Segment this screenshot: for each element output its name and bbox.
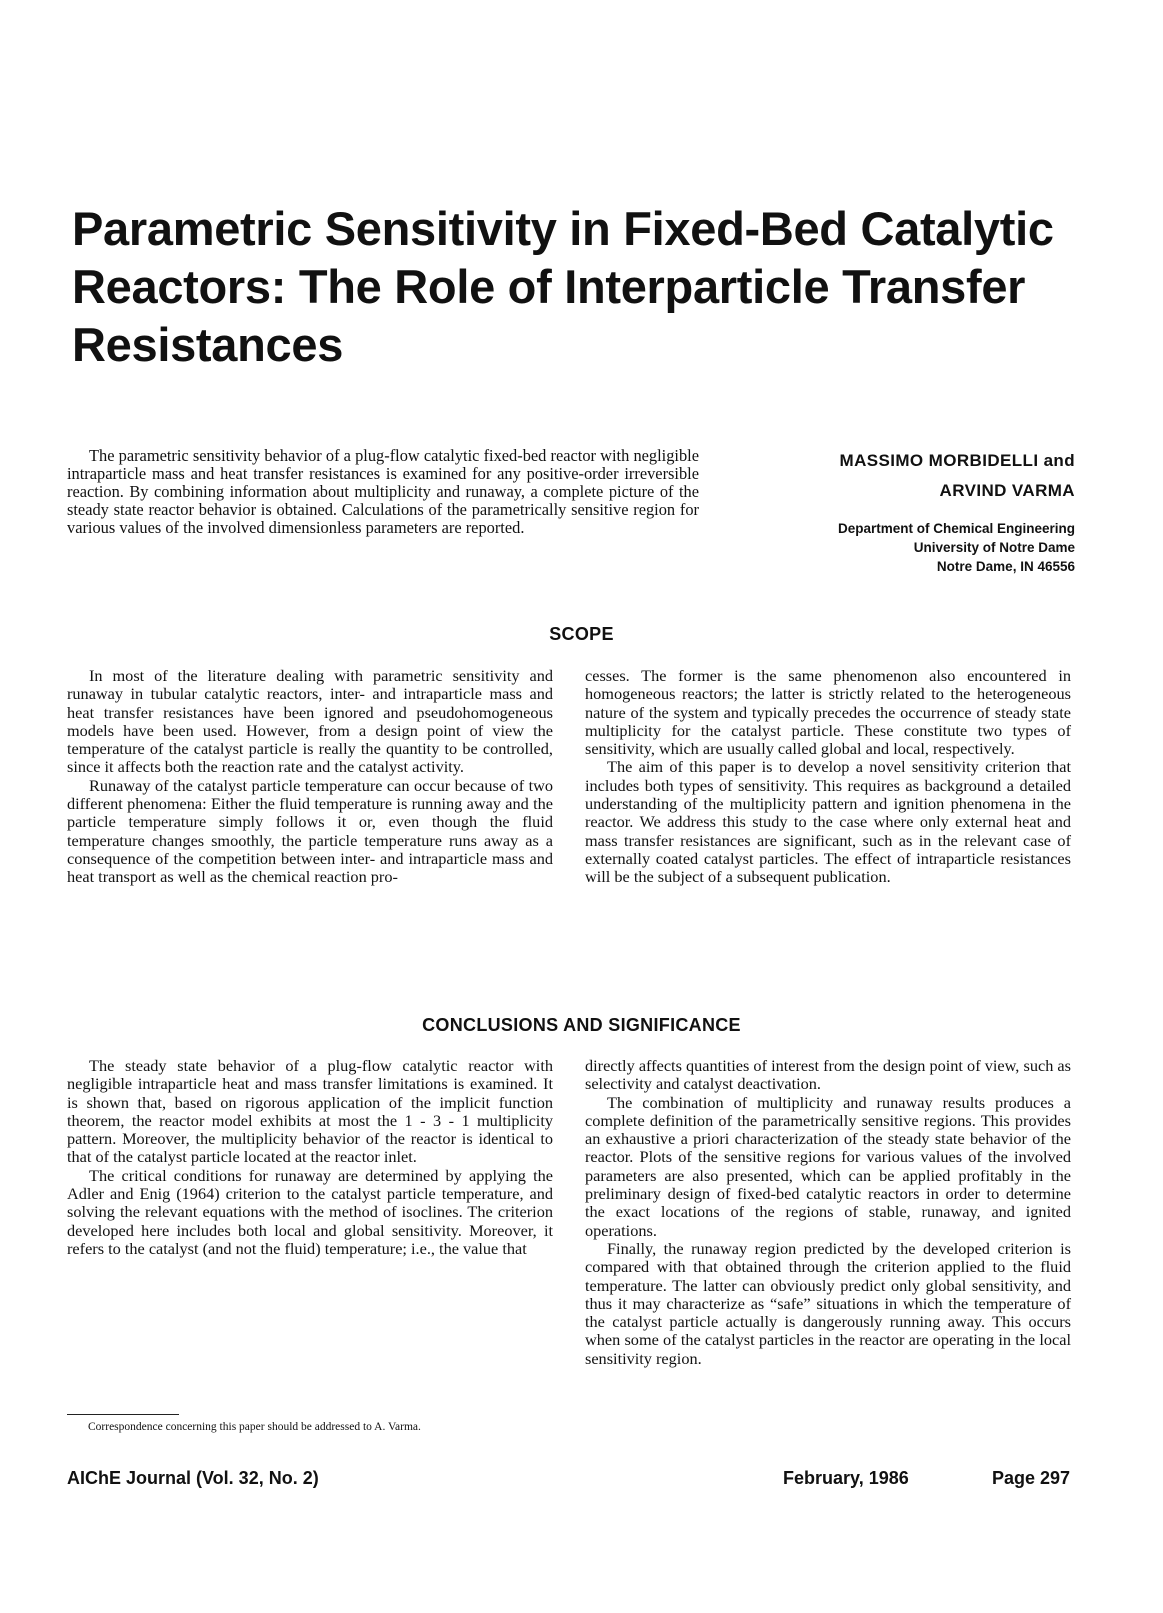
footer-date: February, 1986 — [783, 1468, 909, 1488]
conclusions-paragraph-4: Finally, the runaway region predicted by the developed criterion is compared with that obtained through the criterion applied to the fluid temperature. The latter can obviously predict only global sensitivity, and thus it may characterize as “safe” situations in which the temperature of the catalyst particle actually is dangerously running away. This occurs when some of the catalyst particles in the reactor are operating in the local sensitivity region. — [585, 1238, 1071, 1368]
footnote-rule — [67, 1414, 179, 1415]
footer-page-number: Page 297 — [991, 1468, 1070, 1488]
conclusions-paragraph-2-continued: directly affects quantities of interest from the design point of view, such as selectivity and catalyst deactivation. — [585, 1056, 1071, 1094]
scope-paragraph-3: The aim of this paper is to develop a novel sensitivity criterion that includes both types of sensitivity. This requires as background a detailed understanding of the multiplicity pattern and ignition phenomena in the reactor. We address this study to the case where only external heat and mass transfer resistances are significant, such as in the relevant case of externally coated catalyst particles. The effect of intraparticle resistances will be the subject of a subsequent publication. — [585, 757, 1071, 887]
abstract: The parametric sensitivity behavior of a plug-flow catalytic fixed-bed reactor with negligible intraparticle mass and heat transfer resistances is examined for any positive-order irreversible reaction. By combining information about multiplicity and runaway, a complete picture of the steady state reactor behavior is obtained. Calculations of the parametrically sensitive region for various values of the involved dimensionless parameters are reported. — [67, 446, 699, 537]
conclusions-left-column — [67, 1057, 553, 1258]
affiliation-university: University of Notre Dame — [913, 540, 1075, 555]
affiliation — [745, 519, 1075, 576]
footer-journal: AIChE Journal (Vol. 32, No. 2) — [67, 1468, 319, 1488]
conclusions-paragraph-2: The critical conditions for runaway are determined by applying the Adler and Enig (1964) criterion to the catalyst particle temperature, and solving the relevant equations with the method of isoclines. The criterion developed here includes both local and global sensitivity. Moreover, it refers to the catalyst (and not the fluid) temperature; i.e., the value that — [67, 1165, 553, 1258]
author-line-2: ARVIND VARMA — [939, 481, 1075, 500]
scope-paragraph-2: Runaway of the catalyst particle temperature can occur because of two different phenomena: Either the fluid temperature is running away and the particle temperature simply follows it or, even though the fluid temperature changes smoothly, the particle temperature runs away as a consequence of the competition between inter- and intraparticle mass and heat transport as well as the chemical reaction pro- — [67, 775, 553, 887]
conclusions-right-column — [585, 1057, 1071, 1368]
footnote: Correspondence concerning this paper should be addressed to A. Varma. — [88, 1421, 421, 1433]
affiliation-address: Notre Dame, IN 46556 — [936, 559, 1075, 574]
author-line-1: MASSIMO MORBIDELLI and — [839, 451, 1075, 470]
conclusions-heading: CONCLUSIONS AND SIGNIFICANCE — [422, 1015, 741, 1035]
affiliation-department: Department of Chemical Engineering — [837, 521, 1075, 536]
scope-paragraph-2-continued: cesses. The former is the same phenomenon also encountered in homogeneous reactors; the latter is strictly related to the heterogeneous nature of the system and typically precedes the occurrence of steady state multiplicity for the catalyst particle. These constitute two types of sensitivity, which are usually called global and local, respectively. — [585, 666, 1071, 759]
paper-title: Parametric Sensitivity in Fixed-Bed Catalytic Reactors: The Role of Interparticle Transfer Resistances — [72, 202, 1054, 371]
scope-heading: SCOPE — [549, 624, 614, 644]
author-block — [745, 446, 1075, 576]
scope-left-column — [67, 667, 553, 887]
scope-right-column — [585, 667, 1071, 887]
conclusions-paragraph-3: The combination of multiplicity and runaway results produces a complete definition of the parametrically sensitive regions. This provides an exhaustive a priori characterization of the steady state behavior of the reactor. Plots of the sensitive regions for various values of the involved parameters are also presented, which can be applied profitably in the preliminary design of fixed-bed catalytic reactors in order to determine the exact locations of the regions of stable, runaway, and ignited operations. — [585, 1092, 1071, 1240]
scope-paragraph-1: In most of the literature dealing with parametric sensitivity and runaway in tubular catalytic reactors, inter- and intraparticle mass and heat transfer resistances have been ignored and pseudohomogeneous models have been used. However, from a design point of view the temperature of the catalyst particle is really the quantity to be controlled, since it affects both the reaction rate and the catalyst activity. — [67, 666, 553, 777]
conclusions-paragraph-1: The steady state behavior of a plug-flow catalytic reactor with negligible intraparticle heat and mass transfer limitations is examined. It is shown that, based on rigorous application of the implicit function theorem, the reactor model exhibits at most the 1 - 3 - 1 multiplicity pattern. Moreover, the multiplicity behavior of the reactor is identical to that of the catalyst particle located at the reactor inlet. — [67, 1056, 553, 1167]
